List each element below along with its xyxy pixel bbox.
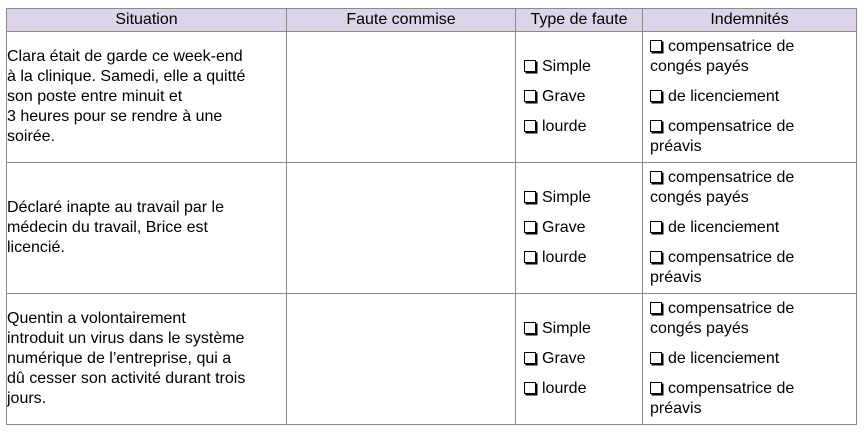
indemnite-option-label: compensatrice de préavis [650, 118, 795, 155]
type-option-label: Simple [542, 58, 591, 75]
situation-cell [7, 294, 287, 425]
type-de-faute-cell [516, 163, 643, 294]
checkbox-icon[interactable] [524, 191, 536, 203]
type-option-simple[interactable] [524, 314, 642, 344]
checkbox-icon[interactable] [650, 302, 662, 314]
type-option-grave[interactable] [524, 213, 642, 243]
checkbox-icon[interactable] [650, 90, 662, 102]
table-row [7, 294, 857, 425]
header-row [7, 9, 857, 32]
indemnite-option-label: compensatrice de congés payés [650, 169, 795, 206]
checkbox-icon[interactable] [524, 322, 536, 334]
checkbox-icon[interactable] [650, 352, 662, 364]
type-option-label: lourde [542, 118, 587, 135]
checkbox-icon[interactable] [650, 171, 662, 183]
checkbox-icon[interactable] [524, 382, 536, 394]
indemnite-option-label: de licenciement [668, 88, 780, 105]
indemnite-option[interactable] [650, 349, 856, 369]
type-option-label: Grave [542, 350, 586, 367]
table-row [7, 163, 857, 294]
type-option-label: Grave [542, 88, 586, 105]
type-option-label: lourde [542, 380, 587, 397]
header-faute-commise: Faute commise [287, 9, 516, 32]
checkbox-icon[interactable] [650, 251, 662, 263]
situation-text: Clara était de garde ce week-end à la clinique. Samedi, elle a quitté son poste entre minuit et 3 heures pour se rendre à une soirée. [7, 48, 246, 145]
checkbox-icon[interactable] [650, 382, 662, 394]
type-option-simple[interactable] [524, 183, 642, 213]
indemnite-option[interactable] [650, 299, 856, 339]
indemnites-cell [643, 163, 857, 294]
faute-table [6, 8, 857, 425]
header-indemnites: Indemnités [643, 9, 857, 32]
type-option-label: lourde [542, 249, 587, 266]
type-option-simple[interactable] [524, 52, 642, 82]
indemnite-option[interactable] [650, 379, 856, 419]
checkbox-icon[interactable] [524, 221, 536, 233]
header-situation: Situation [7, 9, 287, 32]
situation-text: Quentin a volontairement introduit un virus dans le système numérique de l’entreprise, qui a dû cesser son activité durant trois jours. [7, 310, 246, 407]
checkbox-icon[interactable] [650, 120, 662, 132]
indemnite-option-label: compensatrice de préavis [650, 249, 795, 286]
faute-commise-cell[interactable] [287, 294, 516, 425]
faute-commise-cell[interactable] [287, 163, 516, 294]
type-de-faute-cell [516, 32, 643, 163]
indemnite-option-label: compensatrice de congés payés [650, 300, 795, 337]
type-option-grave[interactable] [524, 344, 642, 374]
type-option-label: Grave [542, 219, 586, 236]
checkbox-icon[interactable] [524, 251, 536, 263]
indemnite-option-label: compensatrice de préavis [650, 380, 795, 417]
indemnites-cell [643, 32, 857, 163]
indemnite-option-label: de licenciement [668, 219, 780, 236]
indemnite-option[interactable] [650, 37, 856, 77]
type-option-lourde[interactable] [524, 243, 642, 273]
indemnite-option[interactable] [650, 117, 856, 157]
type-option-label: Simple [542, 320, 591, 337]
type-option-grave[interactable] [524, 82, 642, 112]
indemnites-cell [643, 294, 857, 425]
type-option-label: Simple [542, 189, 591, 206]
checkbox-icon[interactable] [524, 352, 536, 364]
indemnite-option-label: de licenciement [668, 350, 780, 367]
checkbox-icon[interactable] [650, 221, 662, 233]
checkbox-icon[interactable] [650, 40, 662, 52]
type-option-lourde[interactable] [524, 374, 642, 404]
indemnite-option-label: compensatrice de congés payés [650, 38, 795, 75]
header-type-de-faute: Type de faute [516, 9, 643, 32]
indemnite-option[interactable] [650, 87, 856, 107]
table-row [7, 32, 857, 163]
checkbox-icon[interactable] [524, 60, 536, 72]
situation-cell [7, 32, 287, 163]
faute-commise-cell[interactable] [287, 32, 516, 163]
situation-text: Déclaré inapte au travail par le médecin du travail, Brice est licencié. [7, 199, 225, 256]
type-de-faute-cell [516, 294, 643, 425]
indemnite-option[interactable] [650, 248, 856, 288]
indemnite-option[interactable] [650, 218, 856, 238]
checkbox-icon[interactable] [524, 90, 536, 102]
checkbox-icon[interactable] [524, 120, 536, 132]
situation-cell [7, 163, 287, 294]
type-option-lourde[interactable] [524, 112, 642, 142]
indemnite-option[interactable] [650, 168, 856, 208]
